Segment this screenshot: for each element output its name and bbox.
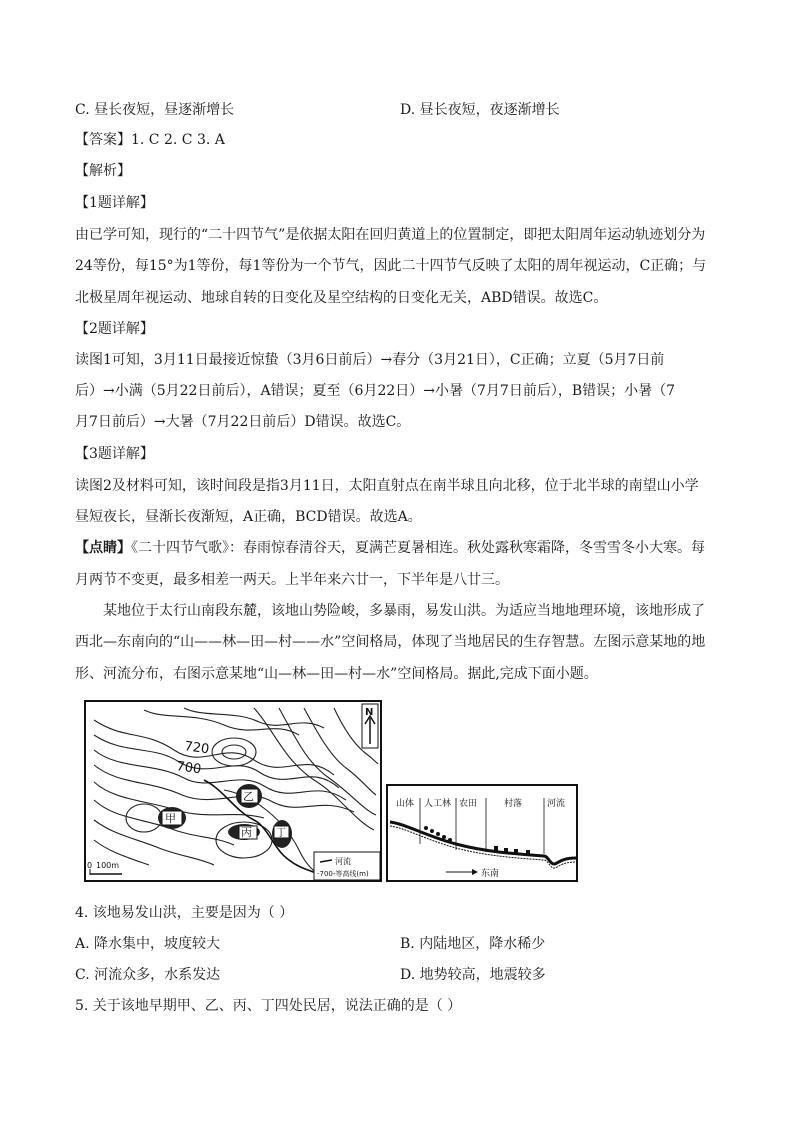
- question-4: 4. 该地易发山洪，主要是因为（ ）: [75, 905, 294, 921]
- space-pattern-profile: [386, 784, 578, 882]
- question-5: 5. 关于该地早期甲、乙、丙、丁四处民居，说法正确的是（ ）: [75, 998, 462, 1014]
- label-jia: 甲: [165, 812, 176, 825]
- material-line-1: 某地位于太行山南段东麓，该地山势险峻，多暴雨，易发山洪。为适应当地地理环境，该地形成了: [103, 603, 705, 619]
- q2-detail-line-1: 读图1可知，3月11日最接近惊蛰（3月6日前后）→春分（3月21日），C正确；立夏（5月7日前: [75, 352, 665, 368]
- tip-text-1: 《二十四节气歌》：春雨惊春清谷天，夏满芒夏暑相连。秋处露秋寒霜降，冬雪雪冬小大寒。每: [131, 540, 705, 556]
- zone-forest: 人工林: [424, 799, 452, 809]
- scale-zero: 0: [87, 861, 93, 870]
- tip-line-2: 月两节不变更，最多相差一两天。上半年来六廿一，下半年是八廿三。: [75, 572, 509, 588]
- q4-option-d[interactable]: D. 地势较高，地震较多: [400, 967, 546, 983]
- option-d-previous: D. 昼长夜短，夜逐渐增长: [400, 102, 560, 118]
- legend-river: 河流: [335, 857, 351, 866]
- option-c-previous: C. 昼长夜短，昼逐渐增长: [75, 102, 235, 118]
- north-arrow-icon: N: [365, 707, 374, 718]
- answer-line: 【答案】1. C 2. C 3. A: [75, 132, 225, 148]
- contour-label-720: 720: [183, 739, 211, 758]
- q4-option-c[interactable]: C. 河流众多，水系发达: [75, 967, 221, 983]
- material-line-2: 西北—东南向的“山——林—田—村——水”空间格局，体现了当地居民的生存智慧。左图示意某地的地: [75, 634, 706, 650]
- tip-label: 【点睛】: [75, 540, 131, 556]
- q2-detail-line-3: 月7日前后）→大暑（7月22日前后）D错误。故选C。: [75, 414, 411, 430]
- q3-detail-line-2: 昼短夜长，昼渐长夜渐短，A正确，BCD错误。故选A。: [75, 509, 422, 525]
- label-bing: 丙: [241, 826, 252, 839]
- label-ding: 丁: [276, 828, 286, 839]
- zone-farmland: 农田: [459, 799, 478, 809]
- tip-line-1: [75, 538, 705, 558]
- legend-contour: -700-等高线(m): [317, 870, 369, 878]
- analysis-heading: 【解析】: [75, 163, 131, 179]
- q3-detail-heading: 【3题详解】: [75, 446, 154, 462]
- q4-option-a[interactable]: A. 降水集中，坡度较大: [75, 936, 221, 952]
- zone-river: 河流: [547, 799, 566, 809]
- zone-mountain: 山体: [396, 799, 415, 809]
- q1-detail-heading: 【1题详解】: [75, 195, 154, 211]
- q1-detail-line-1: 由已学可知，现行的“二十四节气”是依据太阳在回归黄道上的位置制定，即把太阳周年运动轨迹划分为: [75, 227, 706, 243]
- q1-detail-line-3: 北极星周年视运动、地球自转的日变化及星空结构的日变化无关，ABD错误。故选C。: [75, 290, 608, 306]
- q1-detail-line-2: 24等份，每15°为1等份，每1等份为一个节气，因此二十四节气反映了太阳的周年视运动，C正确；与: [75, 258, 707, 274]
- topographic-map: [84, 700, 382, 882]
- q2-detail-line-2: 后）→小满（5月22日前后），A错误；夏至（6月22日）→小暑（7月7日前后），B错误；小暑（7: [75, 383, 676, 399]
- scale-100m: 100m: [96, 861, 120, 870]
- material-line-3: 形、河流分布，右图示意某地“山—林—田—村—水”空间格局。据此,完成下面小题。: [75, 666, 598, 682]
- q2-detail-heading: 【2题详解】: [75, 321, 154, 337]
- zone-village: 村落: [504, 799, 523, 809]
- contour-label-700: 700: [175, 759, 203, 778]
- direction-southeast: 东南: [481, 869, 500, 879]
- q3-detail-line-1: 读图2及材料可知，该时间段是指3月11日，太阳直射点在南半球且向北移，位于北半球的南望山小学: [75, 478, 699, 494]
- label-yi: 乙: [243, 790, 254, 803]
- q4-option-b[interactable]: B. 内陆地区，降水稀少: [400, 936, 546, 952]
